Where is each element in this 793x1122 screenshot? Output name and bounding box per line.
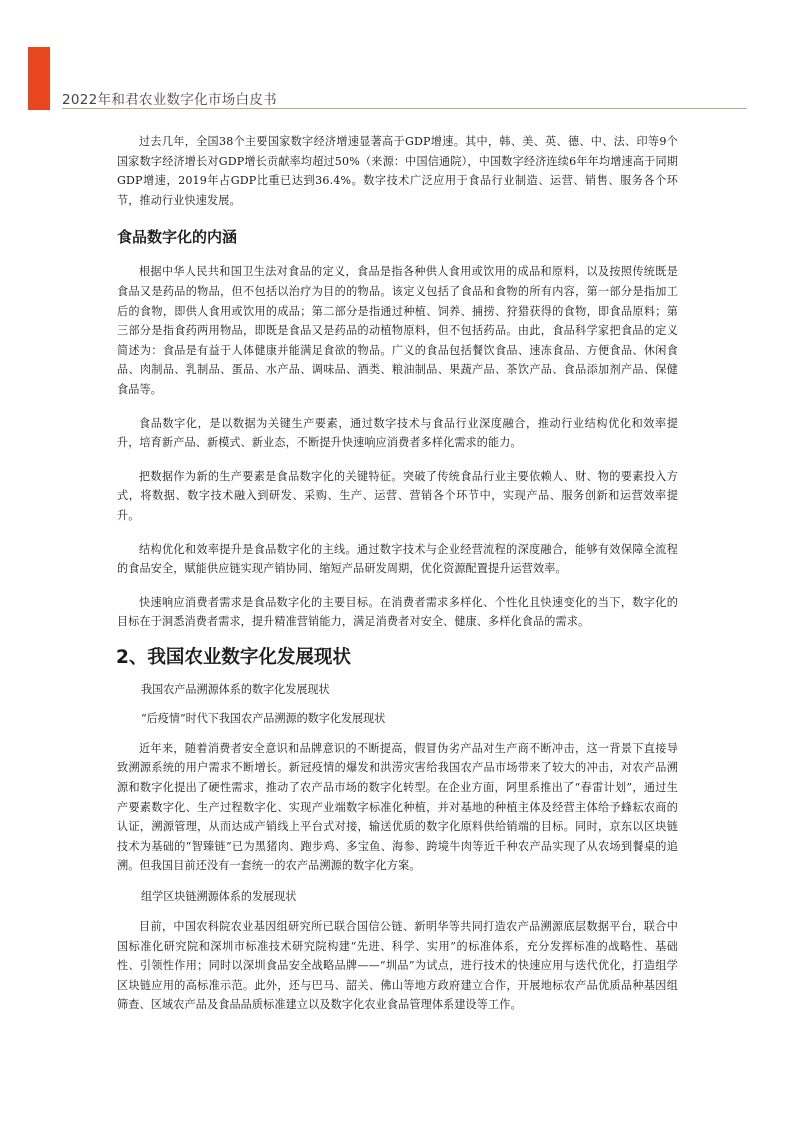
document-header-title: 2022年和君农业数字化市场白皮书 bbox=[62, 92, 277, 108]
subheading-blockchain: 组学区块链溯源体系的发展现状 bbox=[141, 890, 297, 904]
subheading-traceability: 我国农产品溯源体系的数字化发展现状 bbox=[141, 682, 330, 696]
subheading-post-pandemic: “后疫情”时代下我国农产品溯源的数字化发展现状 bbox=[141, 711, 386, 725]
header-accent-bar bbox=[28, 47, 50, 110]
paragraph-digital-economy: 过去几年，全国38个主要国家数字经济增速显著高于GDP增速。其中，韩、美、英、德、中、法、印等9个国家数字经济增长对GDP增长贡献率均超过50%（来源：中国信通院），中国数字经济连续6年年均增速高于同期GDP增速，2019年占GDP比重已达到36.4%。数字技术广泛应用于食品行业制造、运营、销售、服务各个环节，推动行业快速发展。 bbox=[117, 135, 678, 207]
paragraph-post-pandemic: 近年来，随着消费者安全意识和品牌意识的不断提高，假冒伪劣产品对生产商不断冲击，这一背景下直接导致溯源系统的用户需求不断增长。新冠疫情的爆发和洪涝灾害给我国农产品市场带来了较大的冲击，对农产品溯源和数字化提出了硬性需求，推动了农产品市场的数字化转型。在企业方面，阿里系推出了“春雷计划”，通过生产要素数字化、生产过程数字化、实现产业端数字标准化种植，并对基地的种植主体及经营主体给予蜂耘农商的认证，溯源管理，从而达成产销线上平台式对接，输送优质的数字化原料供给销端的目标。同时，京东以区块链技术为基础的“智臻链”已为黑猪肉、跑步鸡、多宝鱼、海参、跨境牛肉等近千种农产品实现了从农场到餐桌的追溯。但我国目前还没有一套统一的农产品溯源的数字化方案。 bbox=[117, 741, 678, 873]
paragraph-structure-optimization: 结构优化和效率提升是食品数字化的主线。通过数字技术与企业经营流程的深度融合，能够有效保障全流程的食品安全，赋能供应链实现产销协同、缩短产品研发周期，优化资源配置提升运营效率。 bbox=[117, 542, 678, 576]
heading-food-digitalization: 食品数字化的内涵 bbox=[117, 228, 238, 247]
paragraph-data-factor: 把数据作为新的生产要素是食品数字化的关键特征。突破了传统食品行业主要依赖人、财、物的要素投入方式，将数据、数字技术融入到研发、采购、生产、运营、营销各个环节中，实现产品、服务创新和运营效率提升。 bbox=[117, 469, 678, 522]
section-heading-2: 2、我国农业数字化发展现状 bbox=[116, 646, 351, 668]
header-divider bbox=[62, 108, 747, 109]
paragraph-food-digitalization: 食品数字化，是以数据为关键生产要素，通过数字技术与食品行业深度融合，推动行业结构优化和效率提升，培育新产品、新模式、新业态，不断提升快速响应消费者多样化需求的能力。 bbox=[117, 416, 678, 450]
page-content bbox=[117, 132, 678, 1015]
paragraph-blockchain: 目前，中国农科院农业基因组研究所已联合国信公链、新明华等共同打造农产品溯源底层数据平台，联合中国标准化研究院和深圳市标准技术研究院构建“先进、科学、实用”的标准体系，充分发挥标准的战略性、基础性、引领性作用；同时以深圳食品安全战略品牌——“圳品”为试点，进行技术的快速应用与迭代优化，打造组学区块链应用的高标准示范。此外，还与巴马、韶关、佛山等地方政府建立合作，开展地标农产品优质品种基因组筛查、区域农产品及食品品质标准建立以及数字化农业食品管理体系建设等工作。 bbox=[117, 920, 678, 1012]
paragraph-consumer-response: 快速响应消费者需求是食品数字化的主要目标。在消费者需求多样化、个性化且快速变化的当下，数字化的目标在于洞悉消费者需求，提升精准营销能力，满足消费者对安全、健康、多样化食品的需求。 bbox=[117, 595, 678, 629]
paragraph-food-definition: 根据中华人民共和国卫生法对食品的定义，食品是指各种供人食用或饮用的成品和原料，以及按照传统既是食品又是药品的物品，但不包括以治疗为目的的物品。该定义包括了食品和食物的所有内容，第一部分是指加工后的食物，即供人食用或饮用的成品；第二部分是指通过种植、饲养、捕捞、狩猎获得的食物，即食品原料；第三部分是指食药两用物品，即既是食品又是药品的动植物原料，但不包括药品。由此，食品科学家把食品的定义简述为：食品是有益于人体健康并能满足食欲的物品。广义的食品包括餐饮食品、速冻食品、方便食品、休闲食品、肉制品、乳制品、蛋品、水产品、调味品、酒类、粮油制品、果蔬产品、茶饮产品、食品添加剂产品、保健食品等。 bbox=[117, 265, 678, 396]
